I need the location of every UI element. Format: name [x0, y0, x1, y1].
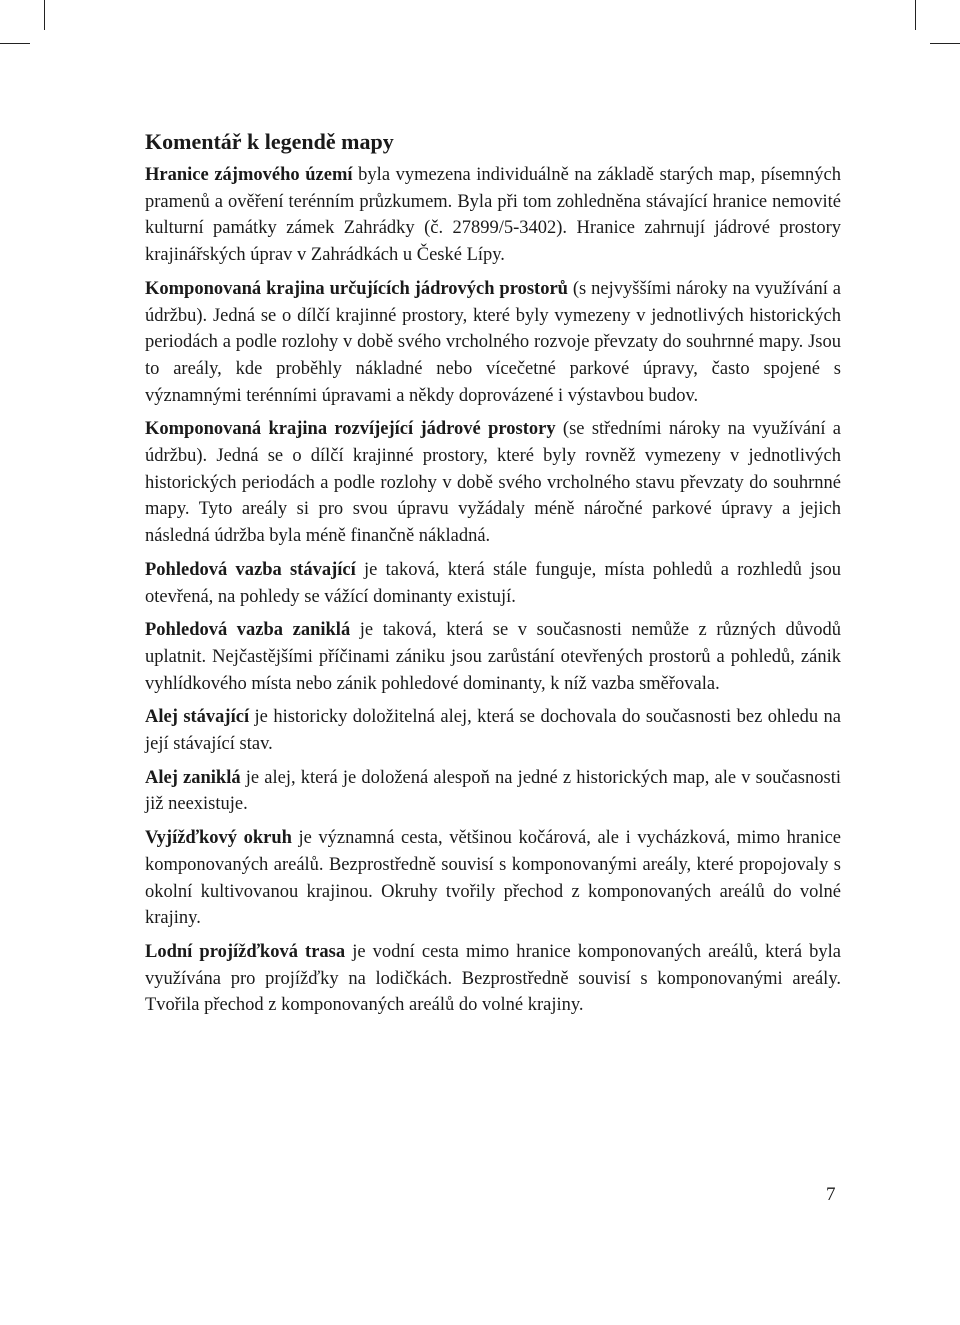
legend-term: Alej stávající	[145, 707, 250, 728]
legend-description: byla vymezena individuálně na základě starých map, písemných pramenů a ověření terénním průzkumem. Byla při tom zohledněna stávající hranice nemovité kulturní památky zámek Zahrádky (č. 27899/5-3402). Hranice zahrnují jádrové prostory krajinářských úprav v Zahrádkách u České Lípy.	[145, 165, 841, 266]
crop-mark	[44, 0, 45, 30]
legend-term: Komponovaná krajina rozvíjející jádrové prostory	[145, 419, 556, 440]
legend-paragraph	[145, 276, 841, 410]
legend-description: je významná cesta, většinou kočárová, ale i vycházková, mimo hranice komponovaných areálů. Bezprostředně souvisí s komponovanými areály, které propojovaly s okolní kultivovanou krajinou. Okruhy tvořily přechod z komponovaných areálů do volné krajiny.	[145, 828, 842, 929]
legend-paragraph	[145, 162, 841, 269]
legend-paragraph	[145, 617, 841, 697]
legend-paragraph	[145, 939, 841, 1019]
legend-description: je taková, která stále funguje, místa pohledů a rozhledů jsou otevřená, na pohledy se vážící dominanty existují.	[145, 559, 841, 607]
legend-description: (s nejvyššími nároky na využívání a údržbu). Jedná se o dílčí krajinné prostory, které byly vymezeny v jednotlivých historických periodách a podle rozlohy v době svého vrcholného rozvoje převzaty do souhrnné mapy. Jsou to areály, kde proběhly nákladné nebo vícečetné parkové úpravy, často spojené s významnými terénními úpravami a někdy doprovázené i výstavbou budov.	[145, 278, 842, 406]
legend-paragraph	[145, 557, 841, 610]
legend-term: Alej zaniklá	[145, 767, 241, 788]
crop-mark	[915, 0, 916, 30]
crop-mark	[0, 43, 30, 44]
legend-term: Komponovaná krajina určujících jádrových prostorů	[145, 278, 568, 299]
legend-paragraph	[145, 704, 841, 757]
legend-description: je historicky doložitelná alej, která se dochovala do současnosti bez ohledu na její stávající stav.	[145, 707, 841, 755]
legend-description: je vodní cesta mimo hranice komponovaných areálů, která byla využívána pro projížďky na lodičkách. Bezprostředně souvisí s komponovanými areály. Tvořila přechod z komponovaných areálů do volné krajiny.	[145, 941, 841, 1016]
legend-term: Vyjížďkový okruh	[145, 828, 292, 849]
legend-description: je taková, která se v současnosti nemůže z různých důvodů uplatnit. Nejčastějšími příčinami zániku jsou zarůstání otevřených prostorů a pohledů, zánik vyhlídkového místa nebo zánik pohledové dominanty, k níž vazba směřovala.	[145, 620, 841, 694]
crop-mark	[930, 43, 960, 44]
legend-term: Pohledová vazba zaniklá	[145, 620, 351, 641]
page-title: Komentář k legendě mapy	[145, 129, 394, 154]
legend-paragraph	[145, 416, 841, 550]
legend-term: Hranice zájmového území	[145, 165, 353, 185]
legend-paragraph	[145, 825, 841, 932]
legend-term: Lodní projížďková trasa	[145, 941, 346, 962]
page-number: 7	[826, 1184, 836, 1205]
legend-description: je alej, která je doložená alespoň na jedné z historických map, ale v současnosti již neexistuje.	[145, 767, 841, 815]
legend-term: Pohledová vazba stávající	[145, 559, 356, 580]
legend-description: (se středními nároky na využívání a údržbu). Jedná se o dílčí krajinné prostory, které byly rovněž vymezeny v jednotlivých historických periodách a podle rozlohy v době svého vrcholného stavu převzaty do souhrnné mapy. Tyto areály si pro svou úpravu vyžádaly méně náročné parkové úpravy a jejich následná údržba byla méně finančně nákladná.	[145, 419, 841, 547]
legend-paragraph	[145, 765, 841, 818]
page-content	[145, 126, 841, 1026]
